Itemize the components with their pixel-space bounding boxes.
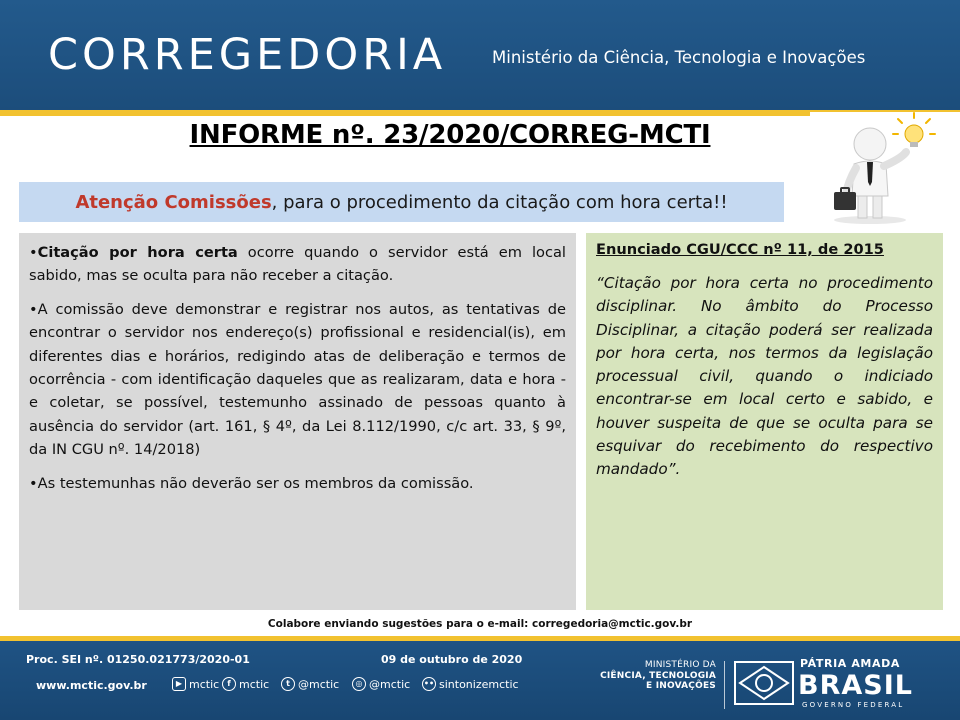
info-paragraph-1-text: ocorre quando o servidor está em local sabido, mas se oculta para não receber a citação. [29,244,566,285]
info-paragraph-2-text: A comissão deve demonstrar e registrar nos autos, as tentativas de encontrar o servidor nos endereço(s) profissional e residencial(is), em diferentes dias e horários, redigindo atas de deliberação e termos de ocorrência - com identificação daqueles que as realizaram, data e hora - e coletar, se possível, testemunho assinado de pessoas quanto à ausência do servidor (art. 161, § 4º, da Lei 8.112/1990, c/c art. 33, § 9º, da IN CGU nº. 14/2018) [29,300,566,459]
flickr-icon: •• [422,677,436,691]
footer-logo-divider [724,661,725,709]
publication-date: 09 de outubro de 2020 [381,653,523,666]
citation-info-box [19,233,576,610]
governo-federal-text: GOVERNO FEDERAL [802,701,905,709]
suggestion-email-line: Colabore enviando sugestões para o e-mail: corregedoria@mctic.gov.br [267,618,693,630]
social-flickr-label: sintonizemctic [439,677,519,691]
instagram-icon: ◎ [352,677,366,691]
attention-banner [19,182,784,222]
enunciado-quote: “Citação por hora certa no procedimento disciplinar. No âmbito do Processo Disciplinar, a citação poderá ser realizada por hora certa, nos termos da legislação processual civil, quando o indiciado encontrar-se em local certo e sabido, e houver suspeita de que se oculta para se esquivar do recebimento do respectivo mandado”. [596,274,933,479]
page-title: INFORME nº. 23/2020/CORREG-MCTI [189,120,711,150]
ministry-line-2: CIÊNCIA, TECNOLOGIA [600,670,716,681]
patria-amada-text: PÁTRIA AMADA [800,657,900,670]
enunciado-title: Enunciado CGU/CCC nº 11, de 2015 [596,241,884,258]
social-facebook-label: mctic [239,677,270,691]
twitter-icon: t [281,677,295,691]
brand-logo-text: CORREGEDORIA [48,30,447,80]
social-youtube-label: mctic [189,677,220,691]
header-banner [0,0,960,110]
social-instagram-label: @mctic [369,677,411,691]
social-twitter[interactable] [281,677,339,691]
info-paragraph-2: •A comissão deve demonstrar e registrar nos autos, as tentativas de encontrar o servidor nos endereço(s) profissional e residencial(is), em diferentes dias e horários, redigindo atas de deliberação e termos de ocorrência - com identificação daqueles que as realizaram, data e hora - e coletar, se possível, testemunho assinado de pessoas quanto à ausência do servidor (art. 161, § 4º, da Lei 8.112/1990, c/c art. 33, § 9º, da IN CGU nº. 14/2018) [29,300,566,459]
ministry-name: Ministério da Ciência, Tecnologia e Inovações [492,48,866,67]
businessman-lightbulb-icon [810,112,960,224]
facebook-icon: f [222,677,236,691]
info-paragraph-1: •Citação por hora certa ocorre quando o servidor está em local sabido, mas se oculta para não receber a citação. [29,244,566,285]
brasil-logo-text: BRASIL [798,670,913,701]
youtube-icon: ▶ [172,677,186,691]
social-facebook[interactable] [222,677,269,691]
info-paragraph-3: •As testemunhas não deverão ser os membros da comissão. [29,474,474,492]
attention-text: , para o procedimento da citação com hora certa!! [271,191,728,213]
ministry-line-1: MINISTÉRIO DA [644,660,716,670]
citation-term: Citação por hora certa [37,244,238,261]
enunciado-box [586,233,943,610]
info-paragraph-3-text: As testemunhas não deverão ser os membros da comissão. [37,474,474,492]
attention-highlight: Atenção Comissões [75,191,272,213]
social-youtube[interactable] [172,677,219,691]
social-twitter-label: @mctic [298,677,340,691]
social-flickr[interactable] [422,677,519,691]
footer-bar [0,641,960,720]
social-instagram[interactable] [352,677,410,691]
process-number: Proc. SEI nº. 01250.021773/2020-01 [26,653,250,666]
website-link[interactable]: www.mctic.gov.br [36,679,147,692]
footer-ministry-name [586,660,716,692]
brazil-flag-icon [734,661,794,705]
ministry-line-3: E INOVAÇÕES [646,681,716,691]
